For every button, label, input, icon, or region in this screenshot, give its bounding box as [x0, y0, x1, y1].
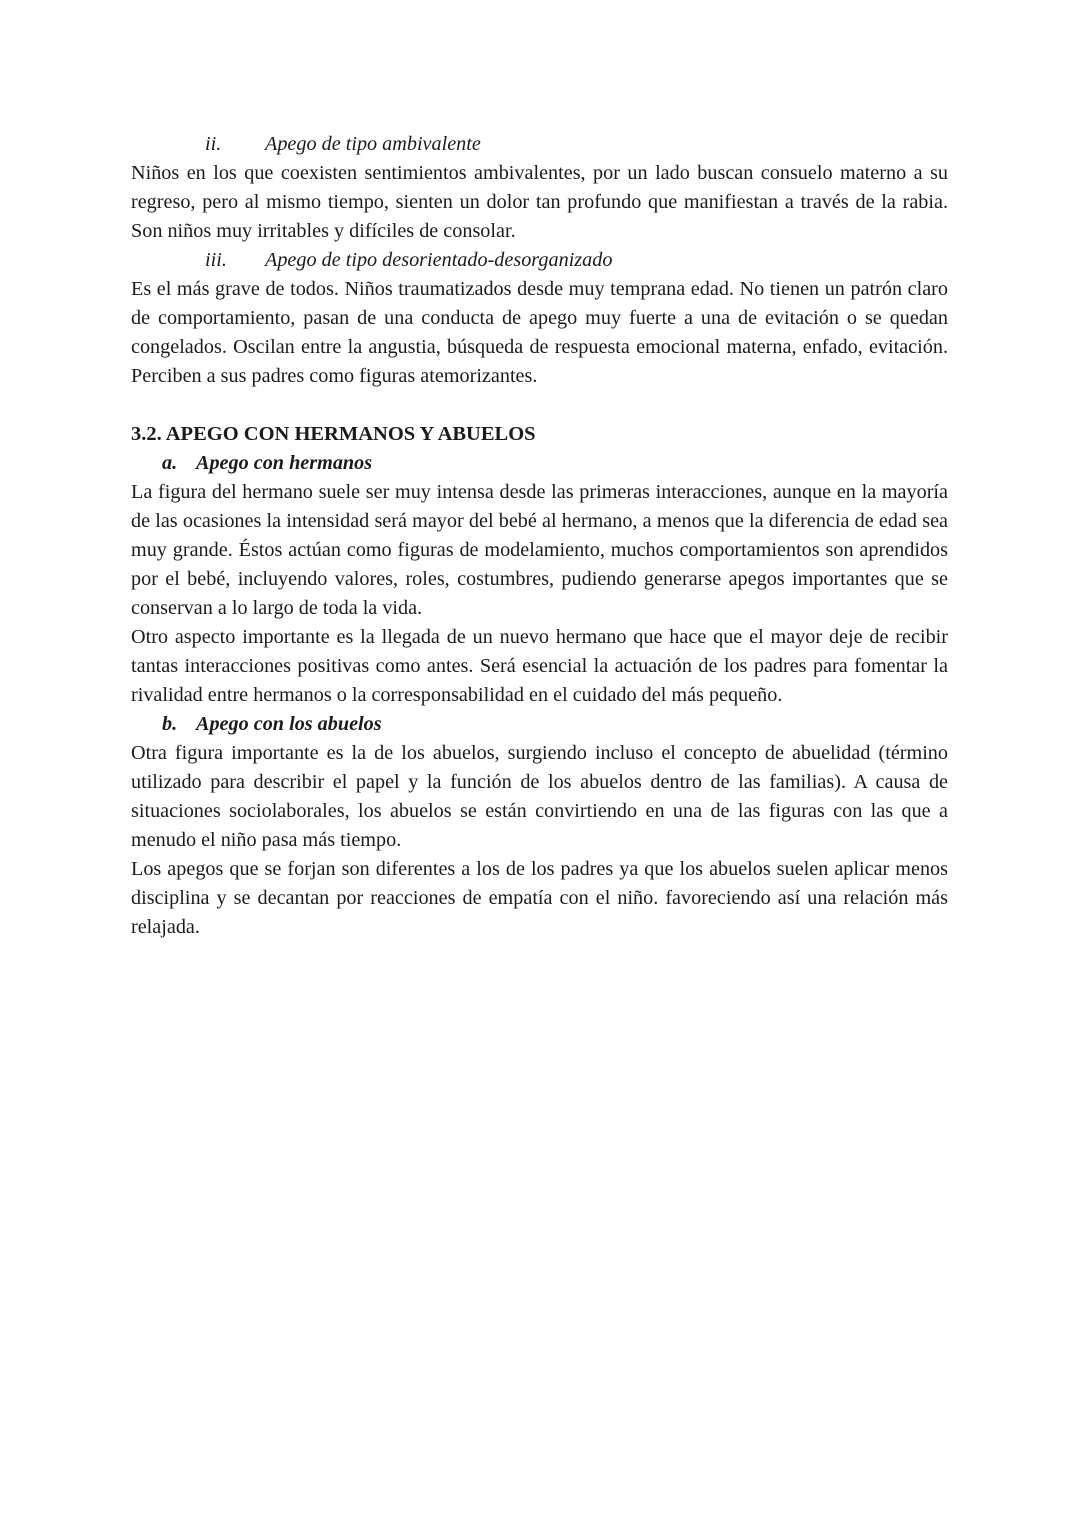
- heading-letter: b.: [162, 713, 178, 735]
- paragraph-abuelos-2: Los apegos que se forjan son diferentes a los de los padres ya que los abuelos suelen aplicar menos disciplina y se decantan por reacciones de empatía con el niño. favoreciendo así una relación más relajada.: [131, 858, 948, 938]
- heading-text: Apego con los abuelos: [196, 713, 382, 735]
- heading-text: Apego con hermanos: [196, 452, 373, 474]
- subsection-title: Apego de tipo ambivalente: [265, 133, 481, 155]
- heading-letter: a.: [162, 452, 178, 474]
- document-page: [131, 130, 948, 942]
- paragraph-abuelos-1: Otra figura importante es la de los abuelos, surgiendo incluso el concepto de abuelidad (término utilizado para describir el papel y la función de los abuelos dentro de las familias). A causa de situaciones sociolaborales, los abuelos se están convirtiendo en una de las figuras con las que a menudo el niño pasa más tiempo.: [131, 742, 948, 851]
- section-title: 3.2. APEGO CON HERMANOS Y ABUELOS: [131, 423, 536, 445]
- paragraph-hermanos-2: Otro aspecto importante es la llegada de un nuevo hermano que hace que el mayor deje de recibir tantas interacciones positivas como antes. Será esencial la actuación de los padres para fomentar la rivalidad entre hermanos o la corresponsabilidad en el cuidado del más pequeño.: [131, 626, 948, 706]
- subsection-heading-ambivalente: [131, 130, 948, 159]
- paragraph-hermanos-1: La figura del hermano suele ser muy intensa desde las primeras interacciones, aunque en la mayoría de las ocasiones la intensidad será mayor del bebé al hermano, a menos que la diferencia de edad sea muy grande. Éstos actúan como figuras de modelamiento, muchos comportamientos son aprendidos por el bebé, incluyendo valores, roles, costumbres, pudiendo generarse apegos importantes que se conservan a lo largo de toda la vida.: [131, 481, 948, 619]
- subsection-numeral: iii.: [205, 249, 227, 271]
- paragraph-ambivalente: Niños en los que coexisten sentimientos ambivalentes, por un lado buscan consuelo materno a su regreso, pero al mismo tiempo, sienten un dolor tan profundo que manifiestan a través de la rabia. Son niños muy irritables y difíciles de consolar.: [131, 162, 948, 242]
- heading-apego-hermanos: [131, 449, 948, 478]
- heading-apego-abuelos: [131, 710, 948, 739]
- subsection-heading-desorganizado: [131, 246, 948, 275]
- subsection-numeral: ii.: [205, 133, 222, 155]
- paragraph-desorganizado: Es el más grave de todos. Niños traumatizados desde muy temprana edad. No tienen un patrón claro de comportamiento, pasan de una conducta de apego muy fuerte a una de evitación o se quedan congelados. Oscilan entre la angustia, búsqueda de respuesta emocional materna, enfado, evitación. Perciben a sus padres como figuras atemorizantes.: [131, 278, 948, 387]
- subsection-title: Apego de tipo desorientado-desorganizado: [265, 249, 613, 271]
- spacer: [131, 391, 948, 420]
